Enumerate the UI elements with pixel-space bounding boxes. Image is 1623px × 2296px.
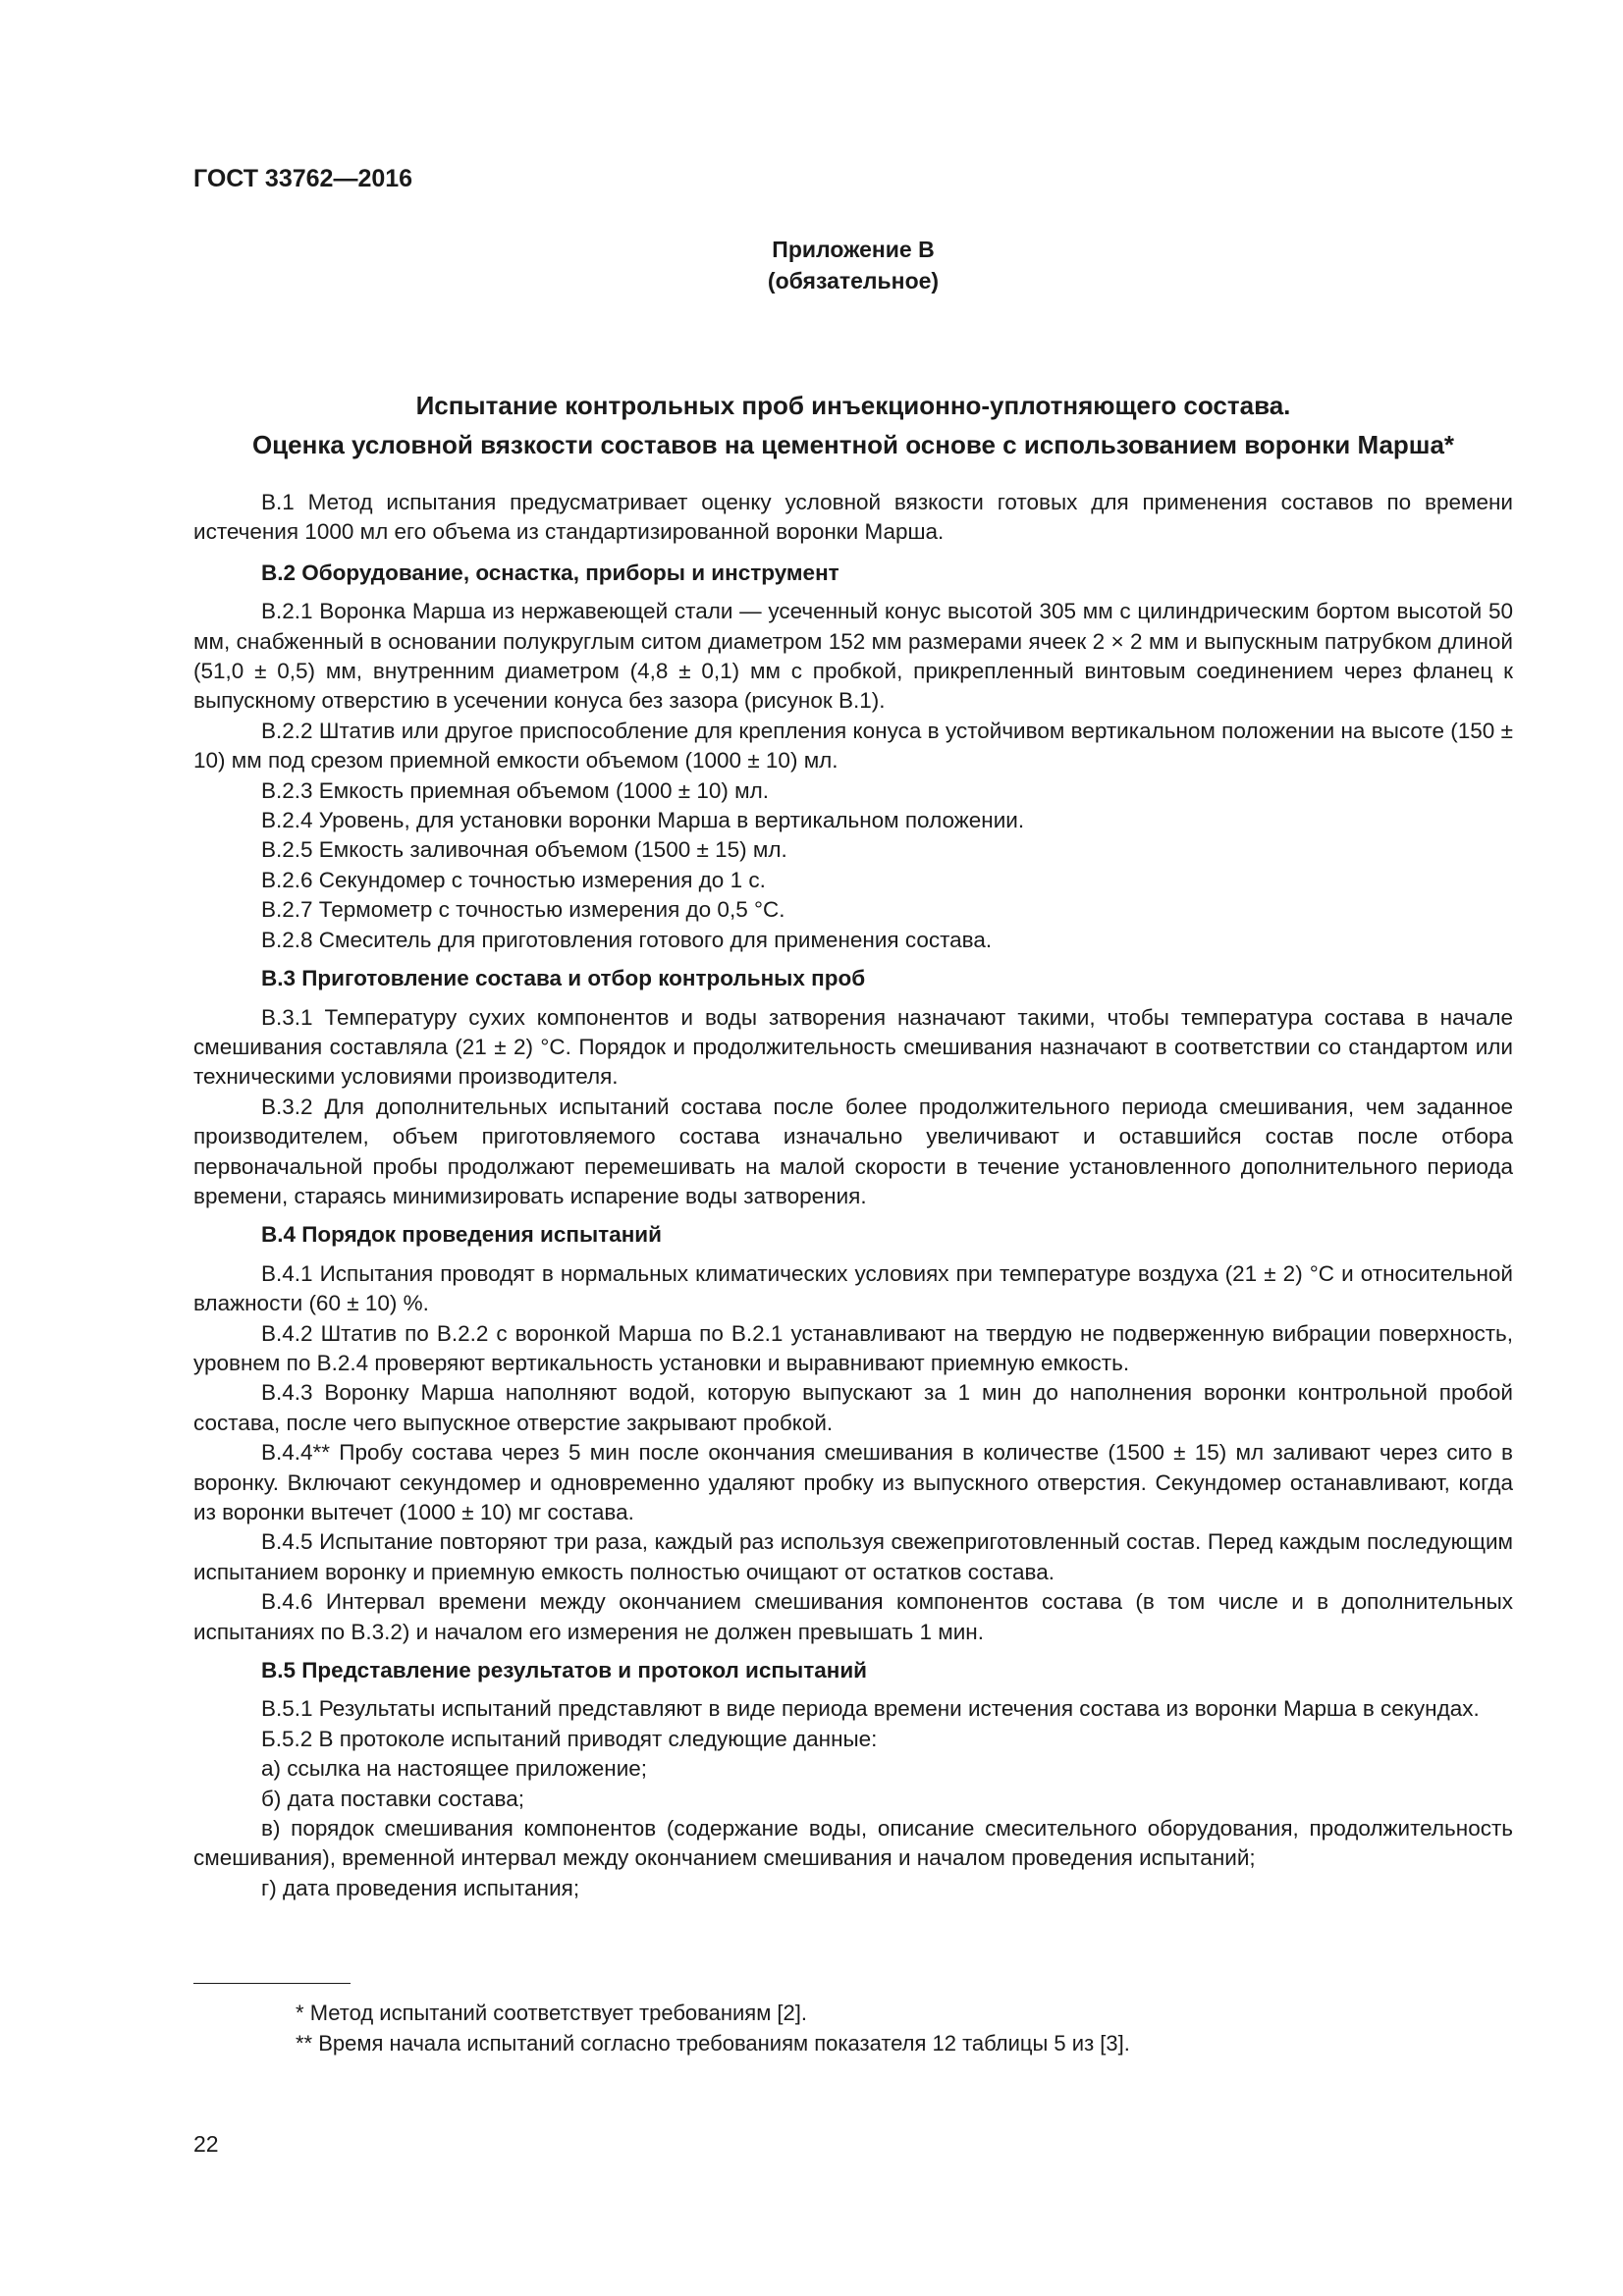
paragraph-b5-2: Б.5.2 В протоколе испытаний приводят следующие данные: <box>261 1726 878 1751</box>
paragraph-b2-3: В.2.3 Емкость приемная объемом (1000 ± 10) мл. <box>261 777 769 803</box>
paragraph-b4-3: В.4.3 Воронку Марша наполняют водой, которую выпускают за 1 мин до наполнения воронки контрольной пробой состава, после чего выпускное отверстие закрывают пробкой. <box>193 1380 1513 1435</box>
section-heading-b3: В.3 Приготовление состава и отбор контрольных проб <box>261 966 866 991</box>
footnote-mark: ** <box>296 2031 313 2056</box>
paragraph-b2-1: В.2.1 Воронка Марша из нержавеющей стали — усеченный конус высотой 305 мм с цилиндрическим бортом высотой 50 мм, снабженный в основании полукруглым ситом диаметром 152 мм размерами ячеек 2 × 2 мм и выпускным патрубком длиной (51,0 ± 0,5) мм, внутренним диаметром (4,8 ± 0,1) мм с пробкой, прикрепленный винтовым соединением через фланец к выпускному отверстию в усечении конуса без зазора (рисунок В.1). <box>193 599 1513 714</box>
paragraph-b4-5: В.4.5 Испытание повторяют три раза, каждый раз используя свежеприготовленный состав. Перед каждым последующим испытанием воронку и приемную емкость полностью очищают от остатков состава. <box>193 1529 1513 1584</box>
paragraph-b5-1: В.5.1 Результаты испытаний представляют в виде периода времени истечения состава из воронки Марша в секундах. <box>261 1696 1480 1722</box>
section-heading-b5: В.5 Представление результатов и протокол испытаний <box>261 1658 867 1683</box>
main-title-line-2: Оценка условной вязкости составов на цементной основе с использованием воронки Марша* <box>251 430 1455 459</box>
appendix-status: (обязательное) <box>767 268 940 294</box>
footnote-text: Время начала испытаний согласно требованиям показателя 12 таблицы 5 из [3]. <box>318 2031 1130 2056</box>
paragraph-b2-7: В.2.7 Термометр с точностью измерения до 0,5 °С. <box>261 897 785 923</box>
paragraph-b4-6: В.4.6 Интервал времени между окончанием смешивания компонентов состава (в том числе и в дополнительных испытаниях по В.3.2) и началом его измерения не должен превышать 1 мин. <box>193 1589 1513 1644</box>
footnotes <box>193 1998 1513 2058</box>
paragraph-b3-2: В.3.2 Для дополнительных испытаний состава после более продолжительного периода смешивания, чем заданное производителем, объем приготовляемого состава изначально увеличивают и оставшийся состав после отбора первоначальной пробы продолжают перемешивать на малой скорости в течение установленного дополнительного периода времени, стараясь минимизировать испарение воды затворения. <box>193 1094 1513 1208</box>
footnote-2 <box>193 2028 1513 2058</box>
document-body <box>193 488 1513 1903</box>
footnote-divider <box>193 1983 351 1984</box>
paragraph-b1: В.1 Метод испытания предусматривает оценку условной вязкости готовых для применения составов по времени истечения 1000 мл его объема из стандартизированной воронки Марша. <box>193 490 1513 545</box>
paragraph-b2-8: В.2.8 Смеситель для приготовления готового для применения состава. <box>261 927 993 952</box>
footnote-1 <box>193 1998 1513 2028</box>
document-header: ГОСТ 33762—2016 <box>193 165 413 192</box>
paragraph-b2-6: В.2.6 Секундомер с точностью измерения до 1 с. <box>261 867 766 892</box>
paragraph-b4-1: В.4.1 Испытания проводят в нормальных климатических условиях при температуре воздуха (21 ± 2) °С и относительной влажности (60 ± 10) %. <box>193 1260 1513 1316</box>
footnote-text: Метод испытаний соответствует требованиям [2]. <box>309 2001 807 2025</box>
main-title <box>193 386 1513 464</box>
section-heading-b2: В.2 Оборудование, оснастка, приборы и инструмент <box>261 560 839 585</box>
appendix-title: Приложение В <box>772 237 935 262</box>
paragraph-b3-1: В.3.1 Температуру сухих компонентов и воды затворения назначают такими, чтобы температура состава в начале смешивания составляла (21 ± 2) °С. Порядок и продолжительность смешивания назначают в соответствии со стандартом или техническими условиями производителя. <box>193 1004 1513 1090</box>
list-item-a: а) ссылка на настоящее приложение; <box>261 1756 648 1782</box>
list-item-g: г) дата проведения испытания; <box>261 1875 580 1900</box>
paragraph-b4-2: В.4.2 Штатив по В.2.2 с воронкой Марша по В.2.1 устанавливают на твердую не подверженную вибрации поверхность, уровнем по В.2.4 проверяют вертикальность установки и выравнивают приемную емкость. <box>193 1320 1513 1375</box>
paragraph-b2-2: В.2.2 Штатив или другое приспособление для крепления конуса в устойчивом вертикальном положении на высоте (150 ± 10) мм под срезом приемной емкости объемом (1000 ± 10) мл. <box>193 718 1513 774</box>
list-item-b: б) дата поставки состава; <box>261 1786 525 1811</box>
list-item-v: в) порядок смешивания компонентов (содержание воды, описание смесительного оборудования, продолжительность смешивания), временной интервал между окончанием смешивания и началом проведения испытаний; <box>193 1816 1513 1871</box>
paragraph-b2-5: В.2.5 Емкость заливочная объемом (1500 ± 15) мл. <box>261 837 787 863</box>
paragraph-b2-4: В.2.4 Уровень, для установки воронки Марша в вертикальном положении. <box>261 808 1025 833</box>
appendix-heading <box>193 234 1513 296</box>
paragraph-b4-4: В.4.4** Пробу состава через 5 мин после окончания смешивания в количестве (1500 ± 15) мл заливают через сито в воронку. Включают секундомер и одновременно удаляют пробку из выпускного отверстия. Секундомер останавливают, когда из воронки вытечет (1000 ± 10) мг состава. <box>193 1440 1513 1524</box>
main-title-line-1: Испытание контрольных проб инъекционно-уплотняющего состава. <box>415 391 1291 420</box>
footnote-mark: * <box>296 2001 304 2025</box>
page-number: 22 <box>193 2131 219 2157</box>
section-heading-b4: В.4 Порядок проведения испытаний <box>261 1222 662 1248</box>
